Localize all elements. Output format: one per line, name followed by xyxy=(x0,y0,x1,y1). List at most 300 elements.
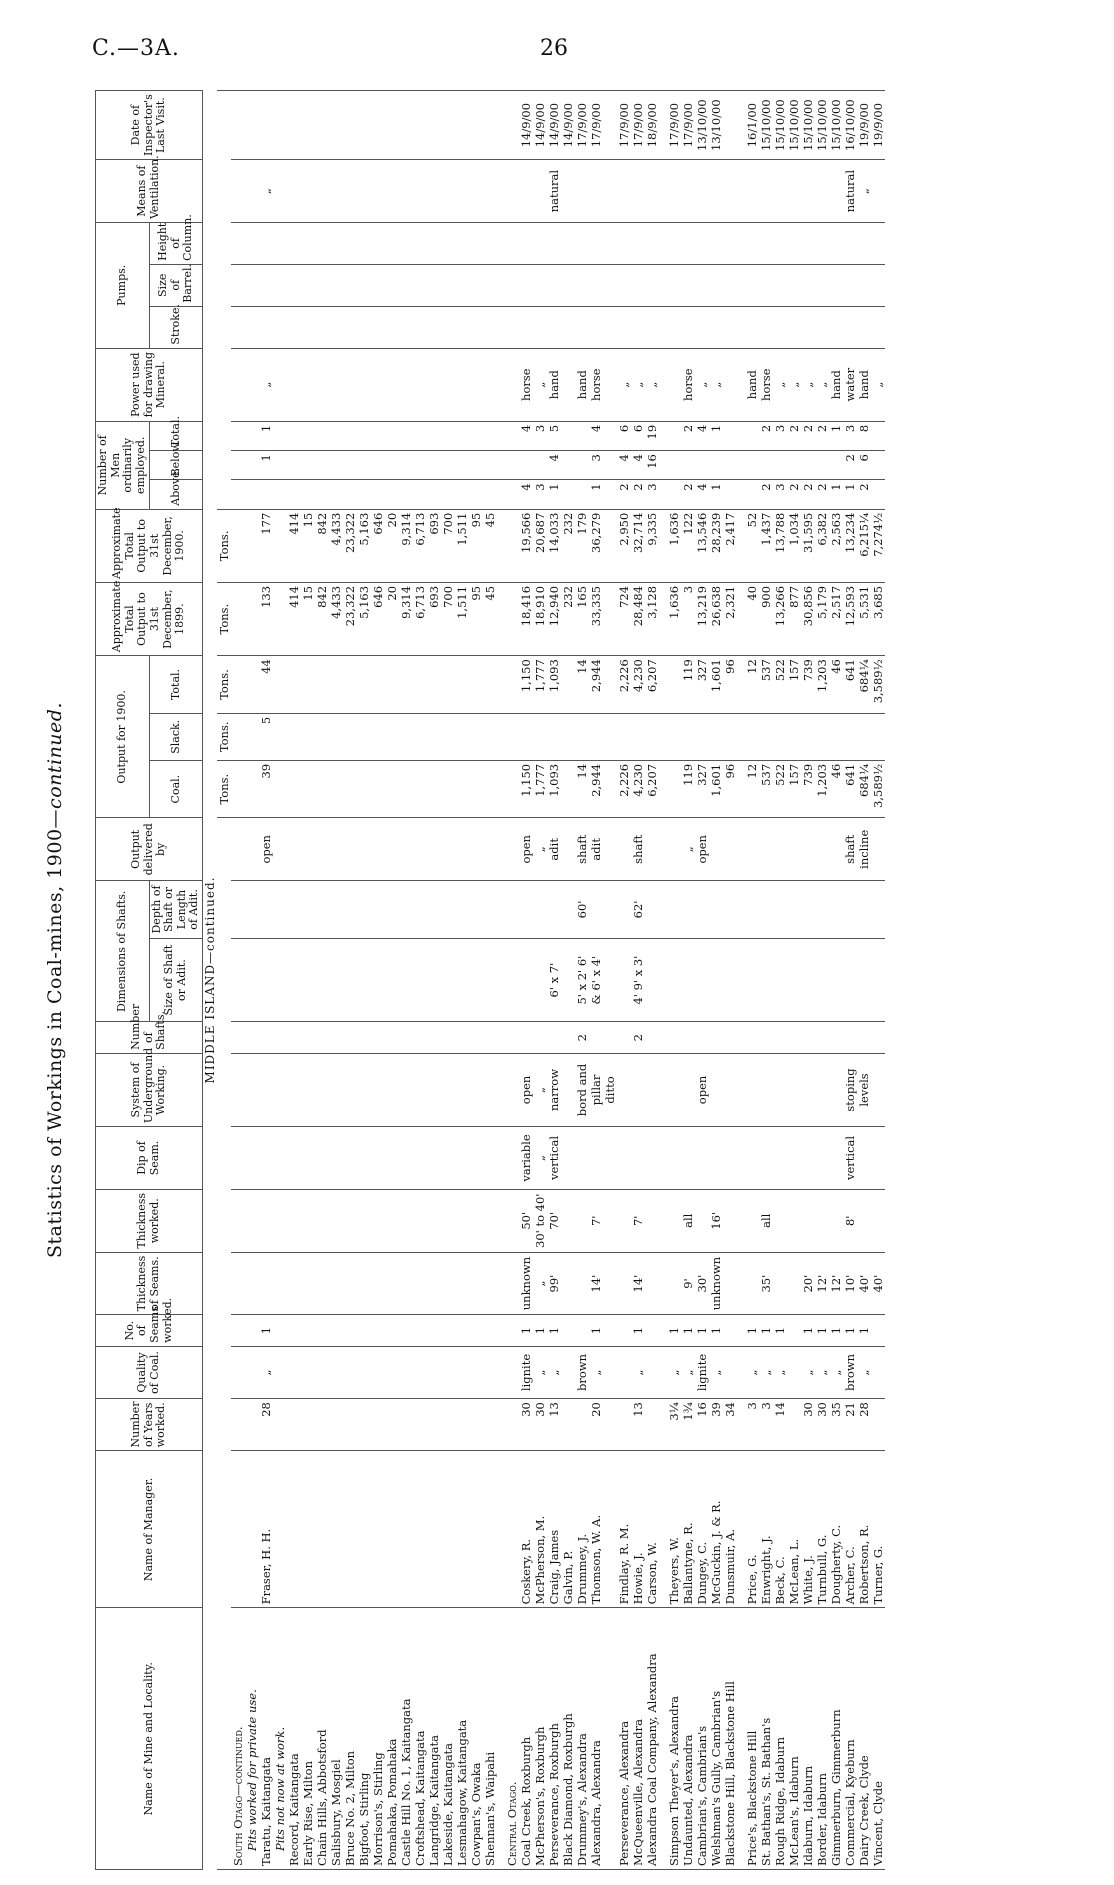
cell-years xyxy=(469,1399,483,1451)
cell-years xyxy=(315,1399,329,1451)
cell-inspector-date xyxy=(259,91,273,160)
cell-men-total: 3 xyxy=(843,421,857,450)
cell-seams-no xyxy=(357,1315,371,1346)
cell-slack xyxy=(455,713,469,760)
cell-dip xyxy=(695,1127,709,1190)
cell-delivered-by xyxy=(723,818,737,881)
cell-shaft-size xyxy=(603,938,617,1022)
cell-ventilation xyxy=(695,160,709,223)
cell-men-above: 3 xyxy=(645,480,659,509)
table-body xyxy=(203,91,886,1870)
cell-column-height xyxy=(231,223,245,265)
cell-ventilation xyxy=(427,160,441,223)
cell-power xyxy=(427,348,441,421)
cell-barrel xyxy=(709,264,723,306)
cell-shaft-depth xyxy=(843,881,857,939)
cell-manager: Robertson, R. xyxy=(857,1451,871,1608)
cell-dip: vertical xyxy=(843,1127,857,1190)
cell-mine-name: Pits worked for private use. xyxy=(245,1608,259,1870)
table-row xyxy=(533,91,547,1870)
cell-output-1899: 18,416 xyxy=(519,582,533,655)
cell-slack xyxy=(329,713,343,760)
table-row xyxy=(617,91,631,1870)
cell-output-1899 xyxy=(505,582,519,655)
cell-delivered-by xyxy=(801,818,815,881)
cell-dip xyxy=(329,1127,343,1190)
cell-men-total xyxy=(667,421,681,450)
cell-barrel xyxy=(631,264,645,306)
cell-dip xyxy=(815,1127,829,1190)
cell-barrel xyxy=(287,264,301,306)
cell-coal xyxy=(427,760,441,818)
cell-stroke xyxy=(695,306,709,348)
table-row xyxy=(815,91,829,1870)
cell-mine-name: Vincent, Clyde xyxy=(871,1608,885,1870)
cell-output-total xyxy=(483,656,497,714)
cell-quality xyxy=(413,1346,427,1398)
cell-barrel xyxy=(469,264,483,306)
cell-dip xyxy=(371,1127,385,1190)
cell-men-below xyxy=(815,451,829,480)
cell-column-height xyxy=(413,223,427,265)
cell-men-above xyxy=(385,480,399,509)
cell-mine-name: Perseverance, Alexandra xyxy=(617,1608,631,1870)
col-inspector: Date of Inspector's Last Visit. xyxy=(96,91,203,160)
cell-slack xyxy=(709,713,723,760)
cell-years xyxy=(505,1399,519,1451)
table-row xyxy=(245,91,259,1870)
cell-shaft-size xyxy=(759,938,773,1022)
cell-seam-thickness xyxy=(617,1252,631,1315)
cell-ventilation xyxy=(575,160,589,223)
cell-ventilation xyxy=(645,160,659,223)
cell-barrel xyxy=(399,264,413,306)
cell-inspector-date: 18/9/00 xyxy=(645,91,659,160)
cell-column-height xyxy=(519,223,533,265)
cell-dip xyxy=(483,1127,497,1190)
cell-seam-thickness xyxy=(343,1252,357,1315)
cell-output-total xyxy=(399,656,413,714)
cell-men-below xyxy=(413,451,427,480)
cell-system xyxy=(681,1053,695,1126)
cell-manager: Carson, W. xyxy=(645,1451,659,1608)
cell-men-above xyxy=(315,480,329,509)
cell-stroke xyxy=(519,306,533,348)
cell-men-above xyxy=(723,480,737,509)
cell-worked-thickness xyxy=(469,1189,483,1252)
cell-shaft-depth xyxy=(787,881,801,939)
cell-shaft-size xyxy=(441,938,455,1022)
cell-shafts-no xyxy=(695,1022,709,1053)
cell-seams-no: 1 xyxy=(745,1315,759,1346)
cell-slack xyxy=(667,713,681,760)
cell-barrel xyxy=(273,264,287,306)
cell-manager xyxy=(505,1451,519,1608)
cell-shafts-no xyxy=(483,1022,497,1053)
cell-years xyxy=(371,1399,385,1451)
cell-system xyxy=(245,1053,259,1126)
cell-quality xyxy=(723,1346,737,1398)
cell-inspector-date xyxy=(315,91,329,160)
cell-shaft-size xyxy=(519,938,533,1022)
col-ventilation: Means of Ventilation. xyxy=(96,160,203,223)
cell-shaft-size xyxy=(787,938,801,1022)
cell-stroke xyxy=(315,306,329,348)
cell-ventilation xyxy=(301,160,315,223)
cell-shaft-size xyxy=(469,938,483,1022)
cell-delivered-by xyxy=(245,818,259,881)
cell-shaft-depth xyxy=(547,881,561,939)
cell-seams-no xyxy=(413,1315,427,1346)
table-row xyxy=(843,91,857,1870)
cell-shafts-no xyxy=(427,1022,441,1053)
cell-inspector-date: 17/9/00 xyxy=(617,91,631,160)
cell-worked-thickness: 16' xyxy=(709,1189,723,1252)
cell-shaft-size xyxy=(315,938,329,1022)
cell-mine-name xyxy=(603,1608,617,1870)
cell-delivered-by xyxy=(287,818,301,881)
cell-ventilation xyxy=(357,160,371,223)
cell-inspector-date: 16/1/00 xyxy=(745,91,759,160)
cell-delivered-by xyxy=(787,818,801,881)
col-men-above: Above. xyxy=(149,480,203,509)
cell-output-1899: 18,910 xyxy=(533,582,547,655)
cell-manager: McGuckin, J. & R. xyxy=(709,1451,723,1608)
cell-worked-thickness xyxy=(399,1189,413,1252)
cell-men-total xyxy=(723,421,737,450)
cell-shafts-no xyxy=(787,1022,801,1053)
cell-slack xyxy=(603,713,617,760)
cell-output-1900: 414 xyxy=(287,509,301,582)
cell-manager: Fraser, H. H. xyxy=(259,1451,273,1608)
cell-delivered-by xyxy=(829,818,843,881)
table-row xyxy=(547,91,561,1870)
cell-barrel xyxy=(773,264,787,306)
cell-inspector-date: 14/9/00 xyxy=(533,91,547,160)
cell-stroke xyxy=(469,306,483,348)
cell-ventilation: natural xyxy=(843,160,857,223)
cell-quality xyxy=(385,1346,399,1398)
cell-system: stoping xyxy=(843,1053,857,1126)
cell-ventilation xyxy=(413,160,427,223)
cell-output-total xyxy=(231,656,245,714)
cell-men-below xyxy=(695,451,709,480)
cell-slack xyxy=(759,713,773,760)
cell-dip xyxy=(759,1127,773,1190)
cell-years xyxy=(273,1399,287,1451)
cell-output-1900: 23,322 xyxy=(343,509,357,582)
cell-stroke xyxy=(329,306,343,348)
cell-stroke xyxy=(801,306,815,348)
cell-column-height xyxy=(815,223,829,265)
cell-shafts-no xyxy=(709,1022,723,1053)
cell-shafts-no xyxy=(455,1022,469,1053)
cell-delivered-by: open xyxy=(259,818,273,881)
cell-worked-thickness xyxy=(245,1189,259,1252)
cell-coal xyxy=(455,760,469,818)
cell-inspector-date xyxy=(371,91,385,160)
cell-power: „ xyxy=(617,348,631,421)
cell-men-below xyxy=(343,451,357,480)
cell-output-1900: 19,566 xyxy=(519,509,533,582)
cell-years: 39 xyxy=(709,1399,723,1451)
cell-output-1899: 12,593 xyxy=(843,582,857,655)
cell-worked-thickness xyxy=(231,1189,245,1252)
table-row xyxy=(483,91,497,1870)
cell-men-total: 4 xyxy=(519,421,533,450)
cell-slack xyxy=(483,713,497,760)
cell-power xyxy=(455,348,469,421)
cell-delivered-by xyxy=(505,818,519,881)
cell-mine-name: Idaburn, Idaburn xyxy=(801,1608,815,1870)
col-men-total: Total. xyxy=(149,421,203,450)
cell-ventilation xyxy=(815,160,829,223)
cell-quality xyxy=(871,1346,885,1398)
table-row xyxy=(759,91,773,1870)
cell-dip xyxy=(575,1127,589,1190)
cell-seams-no xyxy=(301,1315,315,1346)
col-pumps: Pumps. xyxy=(96,223,150,349)
cell-column-height xyxy=(603,223,617,265)
cell-power xyxy=(385,348,399,421)
cell-output-total: 12 xyxy=(745,656,759,714)
cell-mine-name: Dairy Creek, Clyde xyxy=(857,1608,871,1870)
cell-stroke xyxy=(399,306,413,348)
cell-men-below xyxy=(273,451,287,480)
table-row xyxy=(695,91,709,1870)
col-slack: Slack. xyxy=(149,713,203,760)
cell-slack xyxy=(315,713,329,760)
cell-power xyxy=(329,348,343,421)
cell-worked-thickness xyxy=(357,1189,371,1252)
cell-power: „ xyxy=(631,348,645,421)
cell-delivered-by xyxy=(617,818,631,881)
cell-seam-thickness xyxy=(287,1252,301,1315)
cell-quality: „ xyxy=(773,1346,787,1398)
cell-system xyxy=(329,1053,343,1126)
cell-shaft-size xyxy=(343,938,357,1022)
cell-seam-thickness: unknown xyxy=(519,1252,533,1315)
cell-worked-thickness xyxy=(483,1189,497,1252)
cell-barrel xyxy=(315,264,329,306)
cell-dip xyxy=(787,1127,801,1190)
cell-column-height xyxy=(645,223,659,265)
cell-shafts-no xyxy=(843,1022,857,1053)
cell-system xyxy=(315,1053,329,1126)
cell-coal xyxy=(561,760,575,818)
cell-shaft-size xyxy=(533,938,547,1022)
cell-shaft-depth xyxy=(645,881,659,939)
cell-dip xyxy=(357,1127,371,1190)
cell-power xyxy=(505,348,519,421)
cell-shaft-size xyxy=(427,938,441,1022)
cell-dip xyxy=(505,1127,519,1190)
cell-output-1899: 1,511 xyxy=(455,582,469,655)
cell-output-1899: 13,219 xyxy=(695,582,709,655)
cell-output-1900: 15 xyxy=(301,509,315,582)
cell-column-height xyxy=(723,223,737,265)
cell-output-1899: 4,433 xyxy=(329,582,343,655)
cell-output-1899: 5,163 xyxy=(357,582,371,655)
cell-output-1899: 45 xyxy=(483,582,497,655)
cell-worked-thickness xyxy=(273,1189,287,1252)
cell-coal xyxy=(315,760,329,818)
cell-dip xyxy=(603,1127,617,1190)
cell-seams-no: 1 xyxy=(709,1315,723,1346)
cell-inspector-date: 15/10/00 xyxy=(815,91,829,160)
cell-barrel xyxy=(245,264,259,306)
cell-system xyxy=(273,1053,287,1126)
cell-output-1900: 2,563 xyxy=(829,509,843,582)
cell-mine-name: Early Rise, Milton xyxy=(301,1608,315,1870)
cell-worked-thickness: 50' xyxy=(519,1189,533,1252)
cell-coal: 12 xyxy=(745,760,759,818)
cell-stroke xyxy=(759,306,773,348)
cell-slack xyxy=(371,713,385,760)
cell-seam-thickness xyxy=(245,1252,259,1315)
cell-stroke xyxy=(575,306,589,348)
cell-men-below: 4 xyxy=(631,451,645,480)
cell-seam-thickness xyxy=(505,1252,519,1315)
cell-seams-no xyxy=(505,1315,519,1346)
cell-mine-name: Border, Idaburn xyxy=(815,1608,829,1870)
cell-manager: Dunsmuir, A. xyxy=(723,1451,737,1608)
cell-seam-thickness xyxy=(667,1252,681,1315)
cell-quality xyxy=(617,1346,631,1398)
cell-dip: vertical xyxy=(547,1127,561,1190)
cell-men-below xyxy=(519,451,533,480)
cell-output-1900: 13,234 xyxy=(843,509,857,582)
cell-shaft-size xyxy=(329,938,343,1022)
cell-system: open xyxy=(519,1053,533,1126)
cell-quality xyxy=(441,1346,455,1398)
cell-output-1900: 45 xyxy=(483,509,497,582)
cell-barrel xyxy=(857,264,871,306)
cell-system xyxy=(231,1053,245,1126)
cell-shaft-depth xyxy=(483,881,497,939)
cell-barrel xyxy=(357,264,371,306)
cell-shaft-size xyxy=(371,938,385,1022)
section-heading: MIDDLE ISLAND—continued. xyxy=(203,876,218,1084)
cell-barrel xyxy=(871,264,885,306)
cell-years: 1¾ xyxy=(681,1399,695,1451)
cell-power: „ xyxy=(709,348,723,421)
table-row xyxy=(301,91,315,1870)
cell-coal: 1,150 xyxy=(519,760,533,818)
cell-output-1899: 842 xyxy=(315,582,329,655)
cell-ventilation xyxy=(385,160,399,223)
cell-output-1900: 1,437 xyxy=(759,509,773,582)
cell-ventilation xyxy=(533,160,547,223)
cell-seams-no xyxy=(329,1315,343,1346)
cell-power: „ xyxy=(801,348,815,421)
table-row xyxy=(385,91,399,1870)
cell-years xyxy=(645,1399,659,1451)
cell-coal xyxy=(287,760,301,818)
cell-worked-thickness xyxy=(561,1189,575,1252)
cell-seams-no: 1 xyxy=(773,1315,787,1346)
table-row xyxy=(357,91,371,1870)
cell-mine-name: Undaunted, Alexandra xyxy=(681,1608,695,1870)
cell-coal: 14 xyxy=(575,760,589,818)
cell-coal xyxy=(413,760,427,818)
cell-output-1899: 6,713 xyxy=(413,582,427,655)
table-row xyxy=(455,91,469,1870)
cell-mine-name: Commercial, Kyeburn xyxy=(843,1608,857,1870)
cell-dip xyxy=(245,1127,259,1190)
cell-slack xyxy=(287,713,301,760)
statistics-table-container xyxy=(95,90,1095,1870)
col-output: Output for 1900. xyxy=(96,656,150,818)
cell-shafts-no xyxy=(857,1022,871,1053)
cell-delivered-by xyxy=(315,818,329,881)
cell-years: 30 xyxy=(801,1399,815,1451)
cell-system xyxy=(343,1053,357,1126)
cell-column-height xyxy=(343,223,357,265)
cell-delivered-by xyxy=(273,818,287,881)
cell-years: 3¼ xyxy=(667,1399,681,1451)
cell-shafts-no xyxy=(667,1022,681,1053)
cell-years: 3 xyxy=(759,1399,773,1451)
cell-output-total xyxy=(273,656,287,714)
cell-manager xyxy=(455,1451,469,1608)
cell-output-total xyxy=(427,656,441,714)
cell-shafts-no xyxy=(815,1022,829,1053)
cell-shaft-depth xyxy=(259,881,273,939)
cell-output-1900: 6,215¼ xyxy=(857,509,871,582)
cell-men-below xyxy=(329,451,343,480)
cell-mine-name: Welshman's Gully, Cambrian's xyxy=(709,1608,723,1870)
cell-men-above xyxy=(399,480,413,509)
cell-men-above: 2 xyxy=(801,480,815,509)
cell-power: „ xyxy=(815,348,829,421)
cell-seams-no xyxy=(723,1315,737,1346)
cell-output-1899: 33,335 xyxy=(589,582,603,655)
cell-column-height xyxy=(681,223,695,265)
cell-dip xyxy=(617,1127,631,1190)
cell-inspector-date: 13/10/00 xyxy=(695,91,709,160)
cell-seam-thickness: 20' xyxy=(801,1252,815,1315)
cell-shaft-depth xyxy=(667,881,681,939)
cell-output-1899: 23,322 xyxy=(343,582,357,655)
cell-inspector-date: 14/9/00 xyxy=(519,91,533,160)
cell-column-height xyxy=(547,223,561,265)
cell-mine-name: Croftshead, Kaitangata xyxy=(413,1608,427,1870)
cell-men-total: 5 xyxy=(547,421,561,450)
cell-coal xyxy=(231,760,245,818)
cell-column-height xyxy=(575,223,589,265)
cell-seams-no: 1 xyxy=(815,1315,829,1346)
cell-output-total xyxy=(505,656,519,714)
cell-ventilation xyxy=(667,160,681,223)
cell-men-below: 2 xyxy=(843,451,857,480)
cell-years xyxy=(575,1399,589,1451)
cell-output-1899: 3 xyxy=(681,582,695,655)
cell-slack xyxy=(561,713,575,760)
cell-men-total xyxy=(343,421,357,450)
cell-output-1900: 1,636 xyxy=(667,509,681,582)
cell-years: 14 xyxy=(773,1399,787,1451)
cell-shaft-depth xyxy=(455,881,469,939)
cell-dip xyxy=(645,1127,659,1190)
cell-dip xyxy=(273,1127,287,1190)
cell-quality: „ xyxy=(547,1346,561,1398)
cell-years: 20 xyxy=(589,1399,603,1451)
cell-power: water xyxy=(843,348,857,421)
cell-men-above xyxy=(455,480,469,509)
cell-dip xyxy=(315,1127,329,1190)
table-row xyxy=(659,91,667,1870)
